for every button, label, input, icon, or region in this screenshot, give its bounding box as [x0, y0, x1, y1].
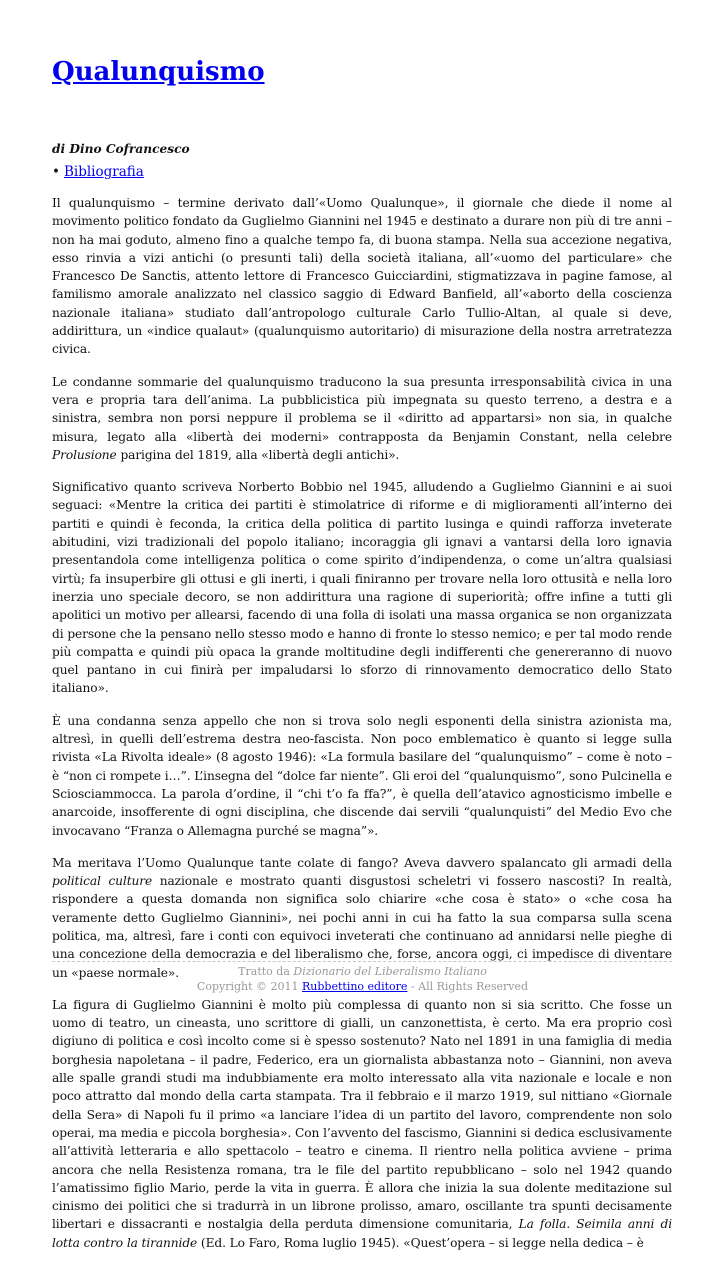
- footer-source: Tratto da Dizionario del Liberalismo Italiano: [238, 965, 487, 978]
- footer: [0, 964, 725, 994]
- paragraph-2: Le condanne sommarie del qualunquismo traducono la sua presunta irresponsabilità civica in una vera e propria tara dell’anima. La pubblicistica più impegnata su questo terreno, a destra e a sinistra, sembra non porsi neppure il problema se il «diritto ad appartarsi» non sia, in qualche misura, legato alla «libertà dei moderni» contrapposta da Benjamin Constant, nella celebre Prolusione parigina del 1819, alla «libertà degli antichi».: [52, 374, 672, 462]
- footer-copyright: Copyright © 2011 Rubbettino editore - All Rights Reserved: [196, 980, 529, 993]
- publisher-link[interactable]: Rubbettino editore: [302, 980, 408, 993]
- author-prefix: di: [52, 142, 70, 156]
- table-of-contents: [52, 163, 144, 181]
- emphasis-book-title: La folla. Seimila anni di lotta contro la tirannide: [52, 1217, 673, 1250]
- source-title: Dizionario del Liberalismo Italiano: [293, 965, 487, 978]
- paragraph-6: La figura di Guglielmo Giannini è molto più complessa di quanto non si sia scritto. Che fosse un uomo di teatro, un cineasta, uno scrittore di gialli, un canzonettista, è certo. Ma era proprio così digiuno di politica e così incolto come si è spesso sostenuto? Nato nel 1891 in una famiglia di media borghesia napoletana – il padre, Federico, era un giornalista abbastanza noto – Giannini, non aveva alle spalle grandi studi ma indubbiamente era molto interessato alla vita nazionale e locale e non poco attratto dal mondo della carta stampata. Tra il febbraio e il marzo 1919, sul nittiano «Giornale della Sera» di Napoli fu il primo «a lanciare l’idea di un partito del lavoro, comprendente non solo operai, ma media e piccola borghesia». Con l’avvento del fascismo, Giannini si dedica esclusivamente all’attività letteraria e allo spettacolo – teatro e cinema. Il rientro nella politica avviene – prima ancora che nella Resistenza romana, tra le file del partito repubblicano – solo nel 1942 quando l’amatissimo figlio Mario, perde la vita in guerra. È allora che inizia la sua dolente meditazione sul cinismo dei politici che si tradurrà in un librone prolisso, amaro, oscillante tra spunti decisamente libertari e dissacranti e nostalgia della perduta dimensione comunitaria, La folla. Seimila anni di lotta contro la tirannide (Ed. Lo Faro, Roma luglio 1945). «Quest’opera – si legge nella dedica – è: [52, 997, 673, 1250]
- toc-item: [52, 163, 144, 181]
- paragraph-3: Significativo quanto scriveva Norberto Bobbio nel 1945, alludendo a Guglielmo Giannini e ai suoi seguaci: «Mentre la critica dei partiti è stimolatrice di riforme e di miglioramenti all’interno dei partiti e quindi è feconda, la critica della politica di partito lusinga e quindi rafforza inveterate abitudini, vizi tradizionali del popolo italiano; incoraggia gli ignavi a vantarsi della loro ignavia presentandola come intelligenza politica o come spirito d’indipendenza, o come un’altra qualsiasi virtù; fa insuperbire gli ottusi e gli inerti, i quali finiranno per trovare nella loro ottusità e nella loro inerzia uno speciale decoro, se non addirittura una ragione di superiorità; offre infine a tutti gli apolitici un motivo per allearsi, facendo di una folla di isolati una massa organica se non organizzata di persone che la pensano nello stesso modo e hanno di fronte lo stesso nemico; e per tal modo rende più compatta e quindi più opaca la grande moltitudine degli indifferenti che genereranno di nuovo quel pantano in cui finirà per impaludarsi lo sforzo di rinnovamento democratico dello Stato italiano».: [52, 480, 672, 696]
- author-line: [52, 141, 190, 158]
- title-link[interactable]: Qualunquismo: [52, 57, 265, 87]
- footer-divider: [52, 961, 672, 962]
- author-name: Dino Cofrancesco: [69, 142, 190, 156]
- page-title: [52, 55, 265, 89]
- paragraph-1: Il qualunquismo – termine derivato dall’«Uomo Qualunque», il giornale che diede il nome al movimento politico fondato da Guglielmo Giannini nel 1945 e destinato a durare non più di tre anni – non ha mai goduto, almeno fino a qualche tempo fa, di buona stampa. Nella sua accezione negativa, esso rinvia a vizi antichi (o presunti tali) della società italiana, all’«uomo del particulare» che Francesco De Sanctis, attento lettore di Francesco Guicciardini, stigmatizzava in pagine famose, al familismo amorale analizzato nel classico saggio di Edward Banfield, all’«aborto della coscienza nazionale italiana» studiato dall’antropologo culturale Carlo Tullio-Altan, al quale si deve, addirittura, un «indice qualaut» (qualunquismo autoritario) di misurazione della nostra arretratezza civica.: [52, 196, 672, 357]
- bibliography-link[interactable]: Bibliografia: [63, 164, 144, 180]
- paragraph-5: Ma meritava l’Uomo Qualunque tante colate di fango? Aveva davvero spalancato gli armadi della political culture nazionale e mostrato quanti disgustosi scheletri vi fossero nascosti? In realtà, rispondere a questa domanda non significa solo chiarire «che cosa è stato» o «che cosa ha veramente detto Guglielmo Giannini», nei pochi anni in cui ha fatto la sua comparsa sulla scena politica, ma, altresì, fare i conti con equivoci inveterati che continuano ad annidarsi nelle pieghe di una concezione della democrazia e del liberalismo che, forse, ancora oggi, ci impedisce di diventare un «paese normale».: [52, 855, 672, 980]
- article-body: [52, 194, 672, 1266]
- emphasis-political-culture: political culture: [52, 874, 153, 889]
- paragraph-4: È una condanna senza appello che non si trova solo negli esponenti della sinistra azionista ma, altresì, in quelli dell’estrema destra neo-fascista. Non poco emblematico è quanto si legge sulla rivista «La Rivolta ideale» (8 agosto 1946): «La formula basilare del “qualunquismo” – come è noto – è “non ci rompete i…”. L’insegna del “dolce far niente”. Gli eroi del “qualunquismo”, sono Pulcinella e Sciosciammocca. La parola d’ordine, il “chi t’o fa ffa?”, è quella dell’atavico agnosticismo imbelle e anarcoide, insofferente di ogni disciplina, che discende dai servili “qualunquisti” del Medio Evo che invocavano “Franza o Allemagna purché se magna”».: [52, 713, 672, 838]
- emphasis-prolusione: Prolusione: [52, 447, 117, 462]
